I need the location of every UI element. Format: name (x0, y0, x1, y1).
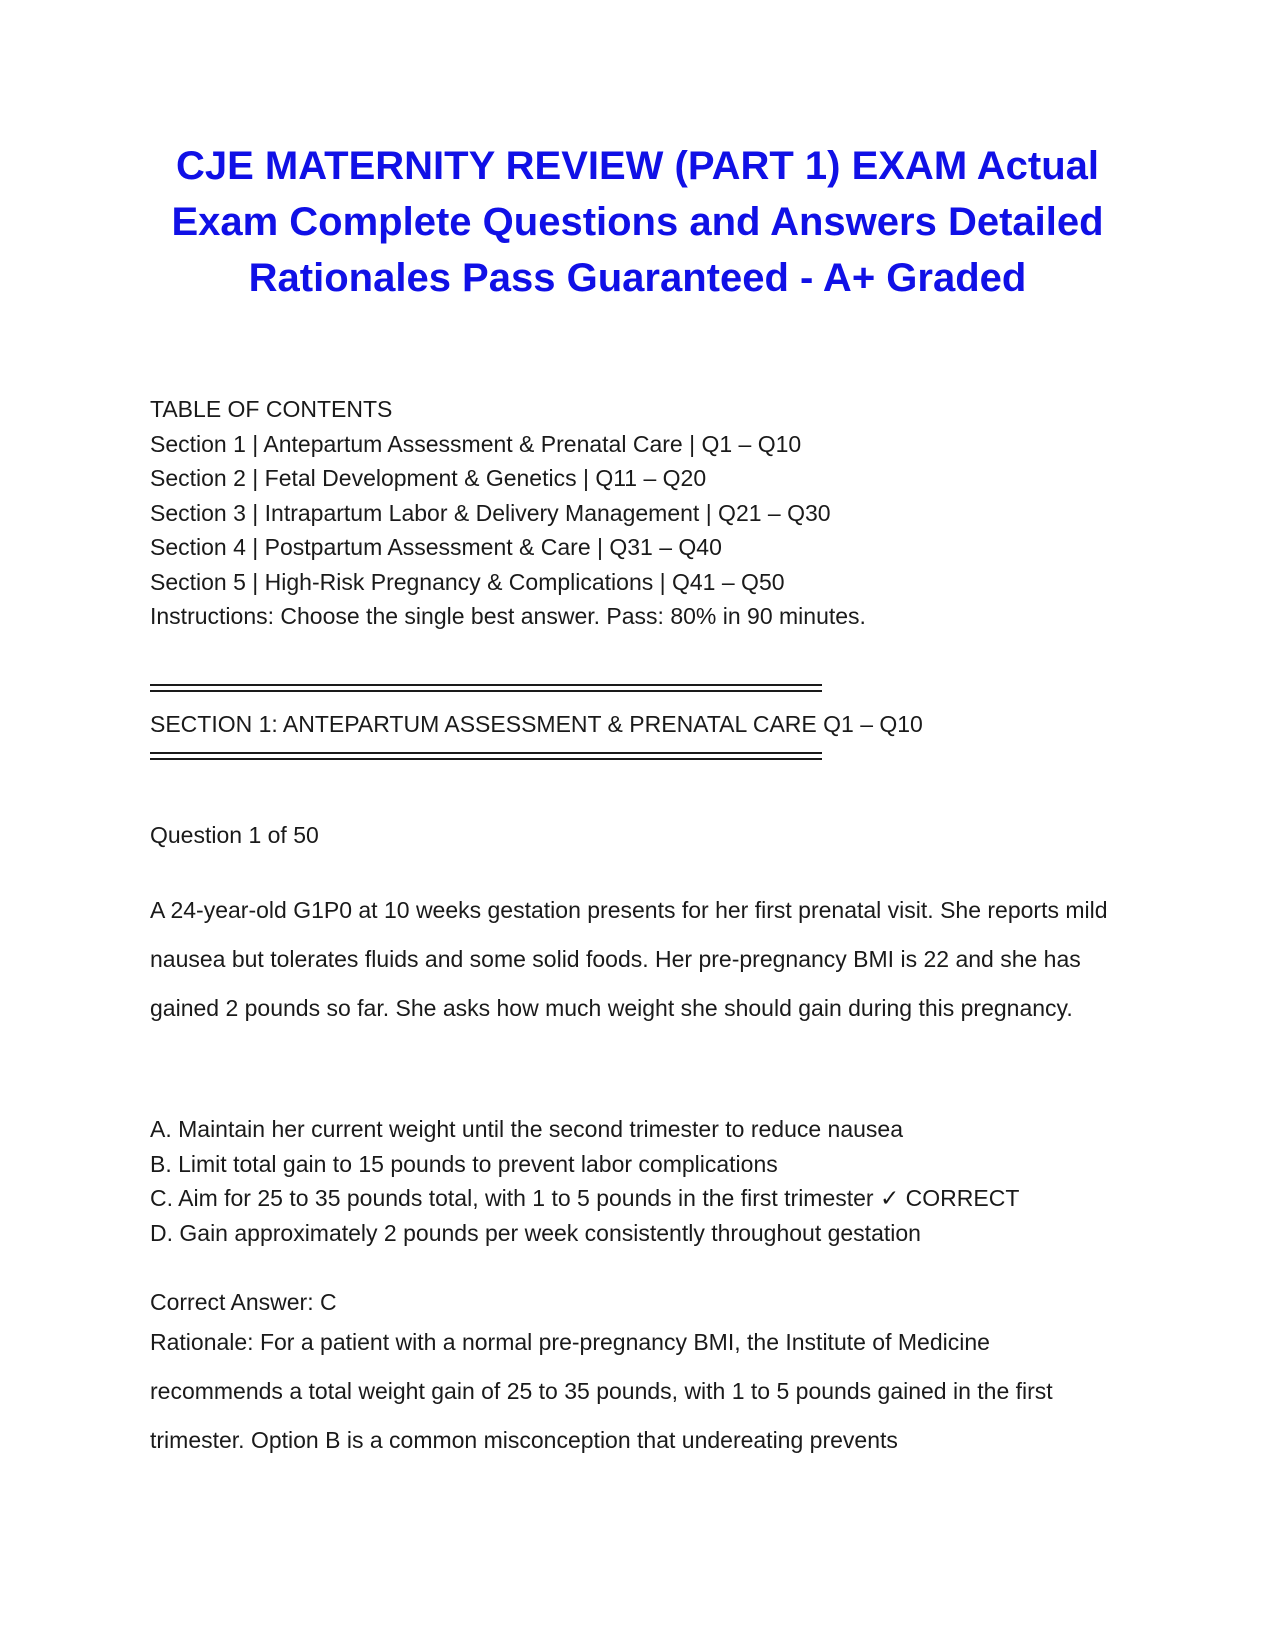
option-a: A. Maintain her current weight until the second trimester to reduce nausea (150, 1116, 904, 1142)
double-rule-top (150, 684, 822, 692)
table-of-contents (150, 392, 866, 634)
question-stem: A 24-year-old G1P0 at 10 weeks gestation presents for her first prenatal visit. She reports mild nausea but tolerates fluids and some solid foods. Her pre-pregnancy BMI is 22 and she has gained 2 pounds so far. She asks how much weight she should gain during this pregnancy. (150, 897, 1108, 1021)
option-b: B. Limit total gain to 15 pounds to prevent labor complications (150, 1150, 778, 1177)
toc-section-5: Section 5 | High-Risk Pregnancy & Complications | Q41 – Q50 (150, 568, 785, 595)
option-c: C. Aim for 25 to 35 pounds total, with 1 to 5 pounds in the first trimester ✓ CORRECT (150, 1185, 1020, 1211)
question-label: Question 1 of 50 (150, 822, 319, 848)
option-d: D. Gain approximately 2 pounds per week consistently throughout gestation (150, 1219, 921, 1246)
double-rule-bottom (150, 752, 822, 760)
document-title: CJE MATERNITY REVIEW (PART 1) EXAM Actual Exam Complete Questions and Answers Detailed Rationales Pass Guaranteed - A+ Graded (171, 144, 1104, 300)
section-heading: SECTION 1: ANTEPARTUM ASSESSMENT & PRENATAL CARE Q1 – Q10 (150, 711, 923, 737)
toc-section-4: Section 4 | Postpartum Assessment & Care | Q31 – Q40 (150, 534, 722, 560)
toc-section-2: Section 2 | Fetal Development & Genetics | Q11 – Q20 (150, 465, 707, 491)
toc-section-3: Section 3 | Intrapartum Labor & Delivery Management | Q21 – Q30 (150, 499, 831, 526)
toc-instructions: Instructions: Choose the single best answer. Pass: 80% in 90 minutes. (150, 603, 866, 629)
toc-section-1: Section 1 | Antepartum Assessment & Prenatal Care | Q1 – Q10 (150, 430, 802, 457)
rationale: Rationale: For a patient with a normal pre-pregnancy BMI, the Institute of Medicine recommends a total weight gain of 25 to 35 pounds, with 1 to 5 pounds gained in the first trimester. Option B is a common misconception that undereating prevents (150, 1329, 1053, 1453)
correct-answer: Correct Answer: C (150, 1289, 337, 1315)
toc-heading: TABLE OF CONTENTS (150, 396, 393, 422)
answer-options (150, 1112, 1019, 1250)
